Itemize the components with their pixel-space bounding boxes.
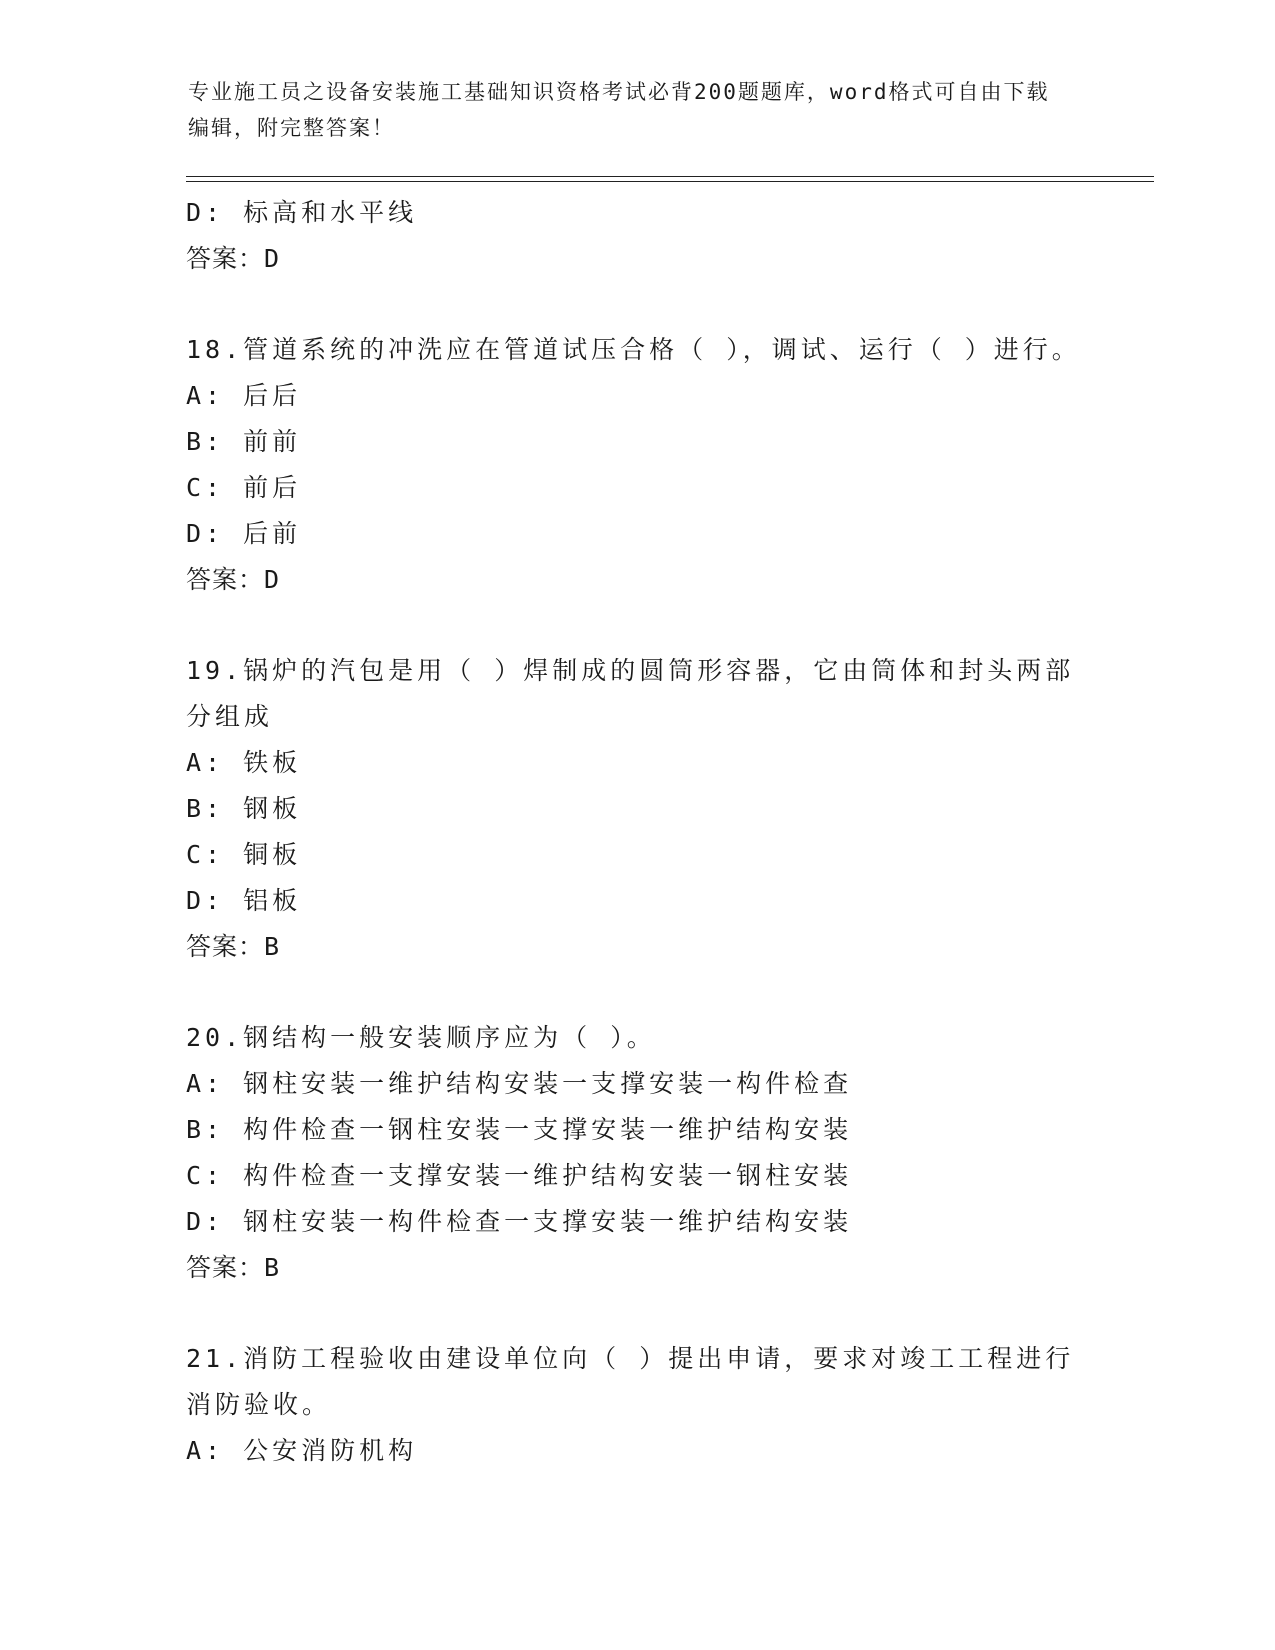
question-stem: 18.管道系统的冲洗应在管道试压合格（ ），调试、运行（ ）进行。 — [186, 335, 1081, 364]
option-b: B: 构件检查一钢柱安装一支撑安装一维护结构安装 — [186, 1115, 853, 1144]
option-d: D: 标高和水平线 — [186, 198, 418, 227]
document-header: 专业施工员之设备安装施工基础知识资格考试必背200题题库，word格式可自由下载编辑，附完整答案！ — [188, 80, 1050, 140]
option-d: D: 后前 — [186, 519, 302, 548]
header-rule-bottom — [186, 181, 1154, 182]
option-c: C: 铜板 — [186, 840, 302, 869]
question-stem-continued: 分组成 — [186, 702, 274, 731]
question-18 — [186, 327, 1086, 603]
option-d: D: 铝板 — [186, 886, 302, 915]
question-20 — [186, 1015, 1086, 1291]
answer-line: 答案：B — [186, 1253, 281, 1282]
answer-line: 答案：D — [186, 565, 281, 594]
spacer — [186, 970, 1086, 1015]
question-stem: 21.消防工程验收由建设单位向（ ）提出申请，要求对竣工工程进行 — [186, 1344, 1075, 1373]
answer-line: 答案：B — [186, 932, 281, 961]
answer-line: 答案：D — [186, 244, 281, 273]
spacer — [186, 1291, 1086, 1336]
spacer — [186, 603, 1086, 648]
option-a: A: 公安消防机构 — [186, 1436, 418, 1465]
option-c: C: 前后 — [186, 473, 302, 502]
spacer — [186, 282, 1086, 327]
option-a: A: 钢柱安装一维护结构安装一支撑安装一构件检查 — [186, 1069, 853, 1098]
question-21 — [186, 1336, 1086, 1474]
option-a: A: 后后 — [186, 381, 302, 410]
question-stem: 20.钢结构一般安装顺序应为（ ）。 — [186, 1023, 656, 1052]
option-b: B: 前前 — [186, 427, 302, 456]
question-19 — [186, 648, 1086, 970]
header-rule-top — [186, 176, 1154, 177]
option-c: C: 构件检查一支撑安装一维护结构安装一钢柱安装 — [186, 1161, 853, 1190]
question-content — [186, 190, 1086, 1474]
option-a: A: 铁板 — [186, 748, 302, 777]
option-b: B: 钢板 — [186, 794, 302, 823]
option-d: D: 钢柱安装一构件检查一支撑安装一维护结构安装 — [186, 1207, 853, 1236]
question-stem-continued: 消防验收。 — [186, 1390, 332, 1419]
question-stem: 19.锅炉的汽包是用（ ）焊制成的圆筒形容器，它由筒体和封头两部 — [186, 656, 1075, 685]
